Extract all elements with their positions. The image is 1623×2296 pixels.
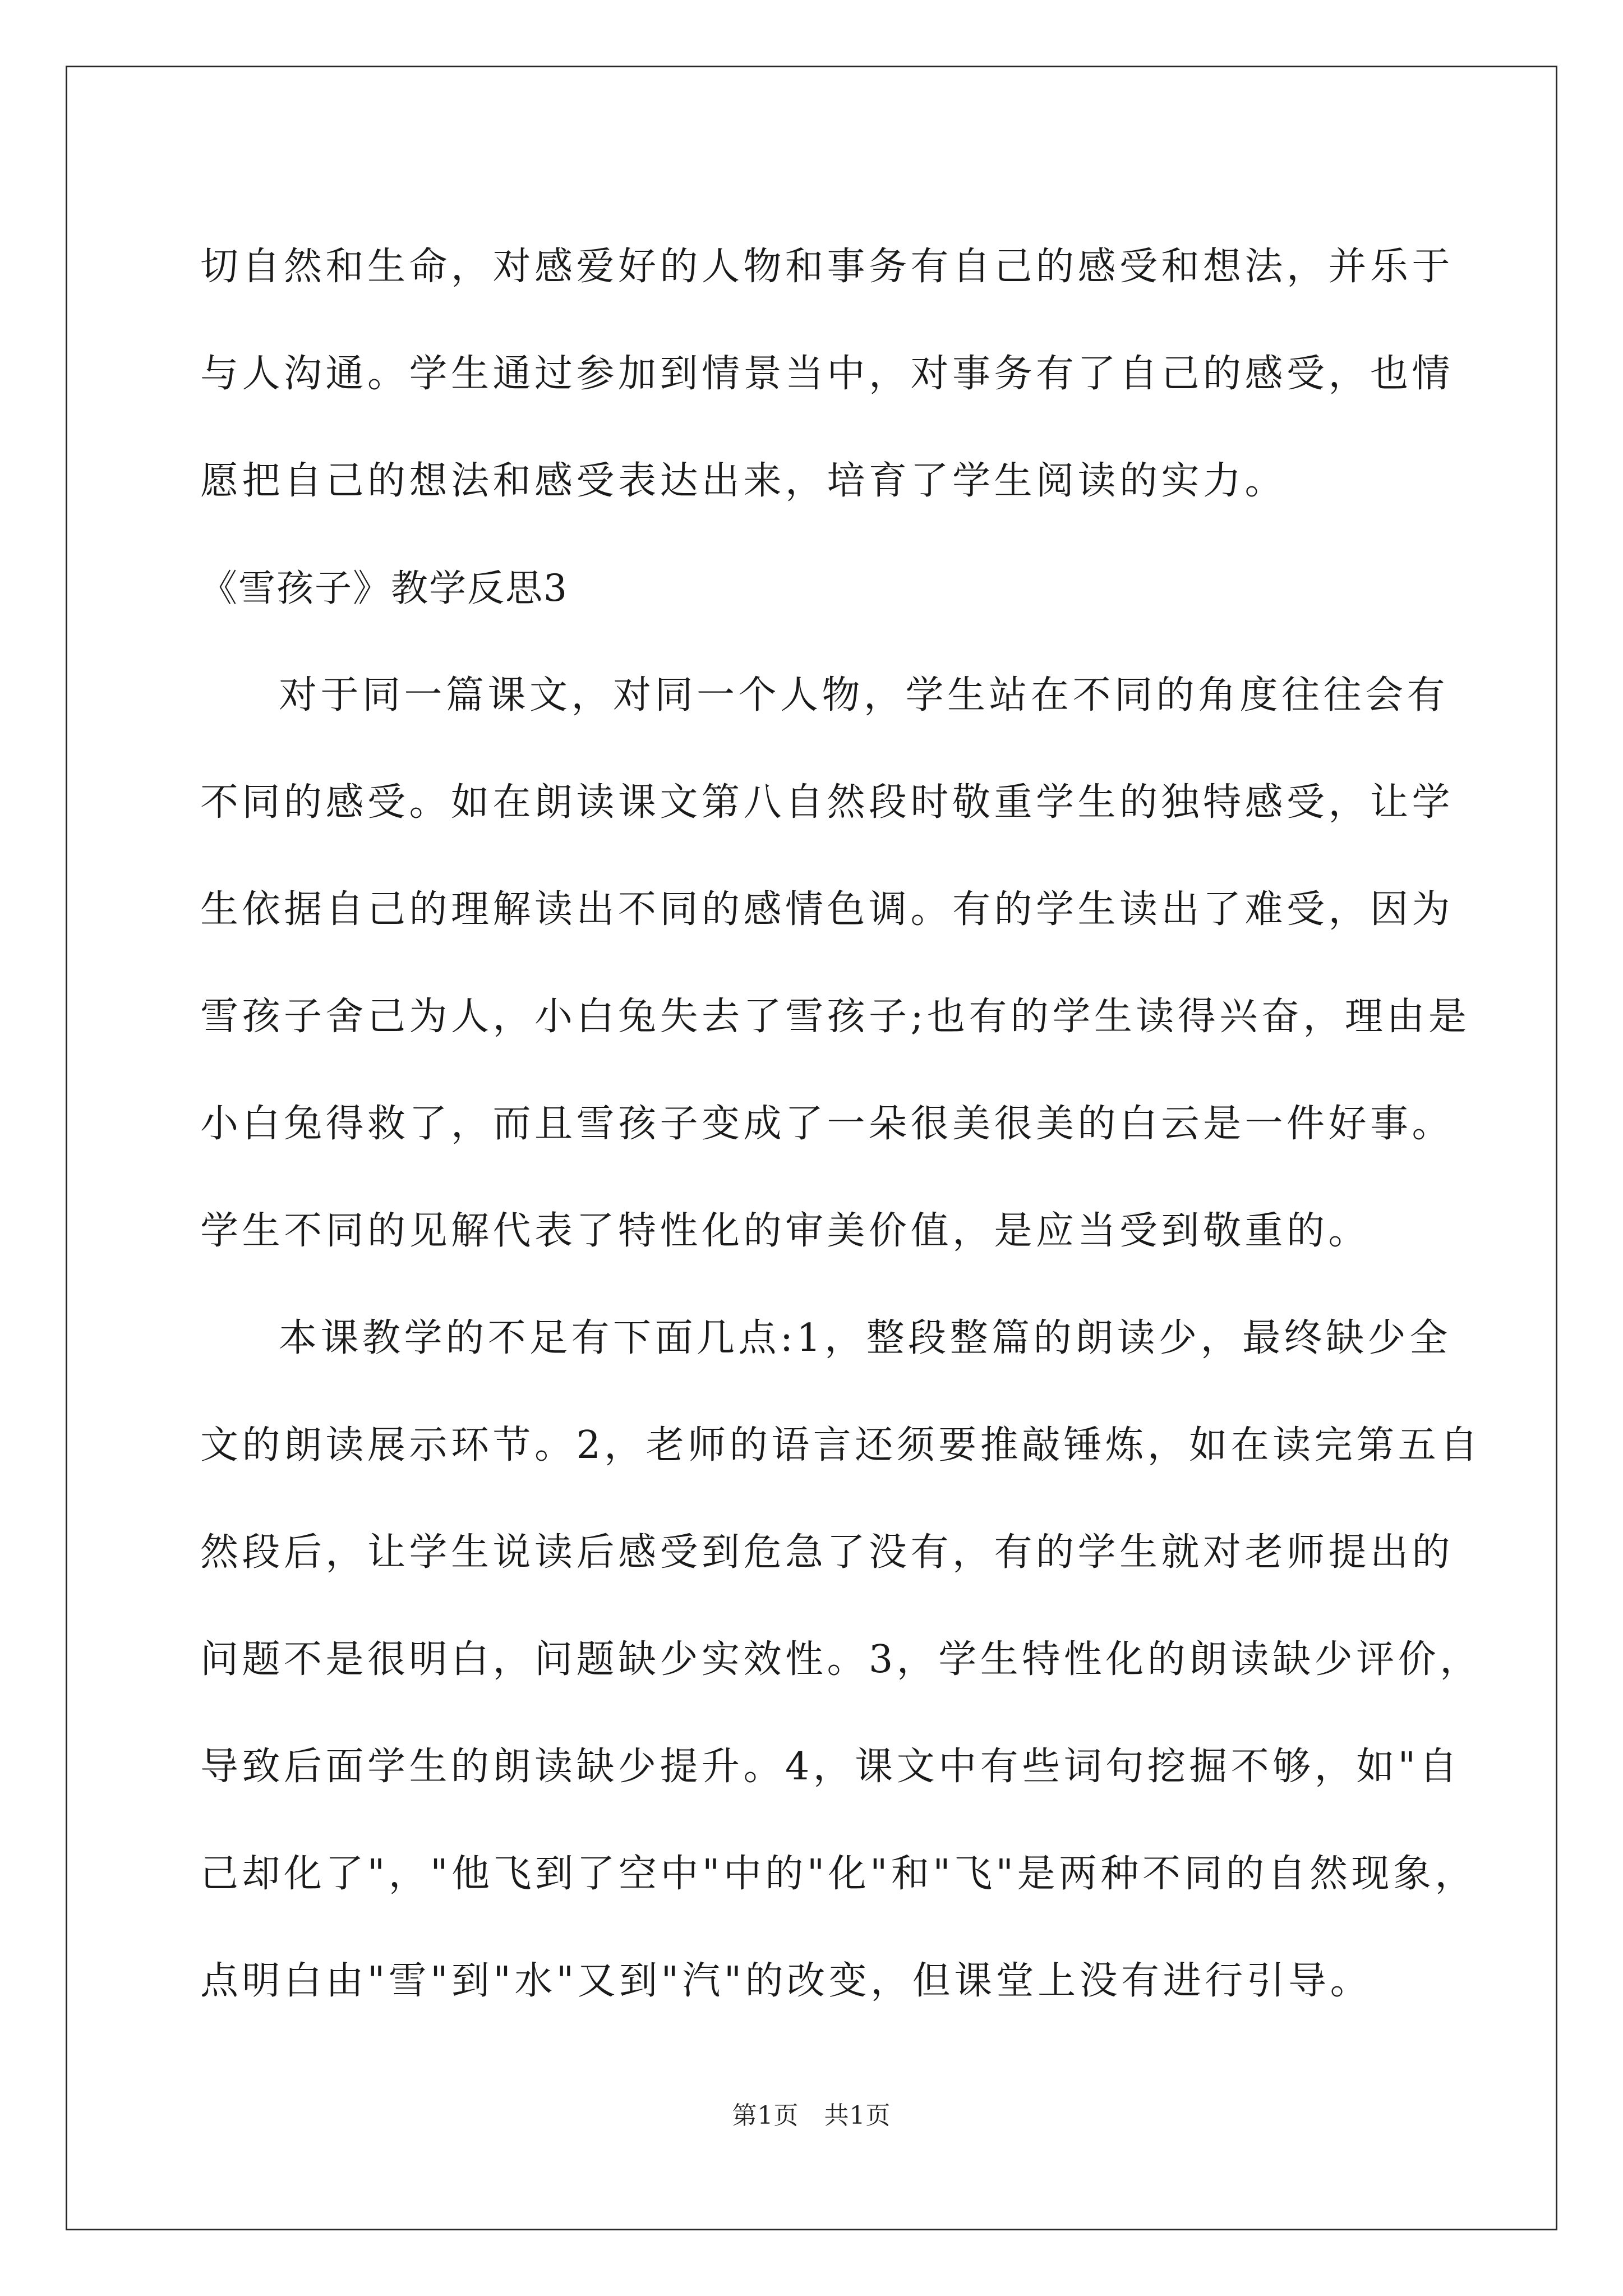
text-line: 生依据自己的理解读出不同的感情色调。有的学生读出了难受，因为 <box>200 887 1454 932</box>
page-number-footer: 第1页 共1页 <box>732 2101 891 2130</box>
text-line: 不同的感受。如在朗读课文第八自然段时敬重学生的独特感受，让学 <box>200 780 1454 825</box>
text-line: 切自然和生命，对感爱好的人物和事务有自己的感受和想法，并乐于 <box>200 245 1454 289</box>
text-line: 点明白由"雪"到"水"又到"汽"的改变，但课堂上没有进行引导。 <box>200 1959 1372 2003</box>
section-heading: 《雪孩子》教学反思3 <box>200 567 568 610</box>
paragraph-first-line: 对于同一篇课文，对同一个人物，学生站在不同的角度往往会有 <box>279 673 1449 717</box>
text-line: 己却化了"，"他飞到了空中"中的"化"和"飞"是两种不同的自然现象， <box>200 1852 1477 1896</box>
document-body <box>200 213 1482 2035</box>
text-line: 愿把自己的想法和感受表达出来，培育了学生阅读的实力。 <box>200 459 1287 503</box>
text-line: 与人沟通。学生通过参加到情景当中，对事务有了自己的感受，也情 <box>200 352 1454 396</box>
text-line: 导致后面学生的朗读缺少提升。4，课文中有些词句挖掘不够，如"自 <box>200 1745 1461 1789</box>
text-line: 学生不同的见解代表了特性化的审美价值，是应当受到敬重的。 <box>200 1209 1371 1253</box>
text-line: 然段后，让学生说读后感受到危急了没有，有的学生就对老师提出的 <box>200 1530 1454 1575</box>
text-line: 小白兔得救了，而且雪孩子变成了一朵很美很美的白云是一件好事。 <box>200 1102 1454 1146</box>
text-line: 雪孩子舍己为人，小白兔失去了雪孩子;也有的学生读得兴奋，理由是 <box>200 995 1470 1039</box>
text-line: 文的朗读展示环节。2，老师的语言还须要推敲锤炼，如在读完第五自 <box>200 1423 1482 1467</box>
paragraph-first-line: 本课教学的不足有下面几点:1，整段整篇的朗读少，最终缺少全 <box>279 1316 1451 1360</box>
text-line: 问题不是很明白，问题缺少实效性。3，学生特性化的朗读缺少评价， <box>200 1637 1482 1682</box>
